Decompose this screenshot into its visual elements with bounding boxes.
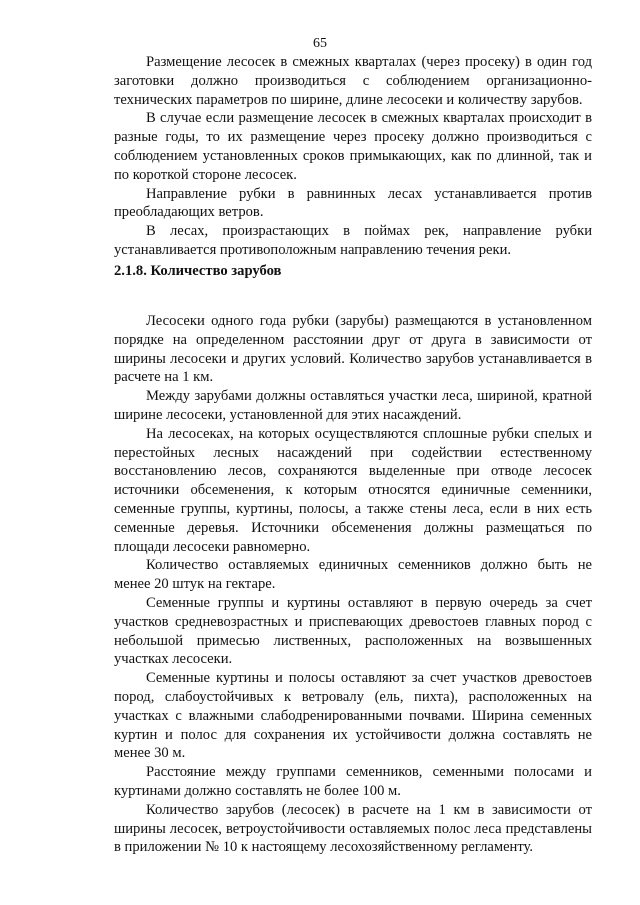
paragraph: В случае если размещение лесосек в смежных кварталах происходит в разные годы, то их размещение через просеку должно производиться с соблюдением установленных сроков примыкающих, как по длинной, так и по короткой стороне лесосек. xyxy=(114,110,592,183)
paragraph: Лесосеки одного года рубки (зарубы) размещаются в установленном порядке на определенном расстоянии друг от друга в зависимости от ширины лесосеки и других условий. Количество зарубов устанавливается в расчете на 1 км. xyxy=(114,313,592,386)
paragraph: Размещение лесосек в смежных кварталах (через просеку) в один год заготовки должно производиться с соблюдением организационно-технических параметров по ширине, длине лесосеки и количеству зарубов. xyxy=(114,54,592,108)
paragraph: Между зарубами должны оставляться участки леса, шириной, кратной ширине лесосеки, установленной для этих насаждений. xyxy=(114,388,592,423)
page-number: 65 xyxy=(313,36,327,51)
paragraph: Количество зарубов (лесосек) в расчете на 1 км в зависимости от ширины лесосек, ветроустойчивости оставляемых полос леса представлены в приложении № 10 к настоящему лесохозяйственному регламенту. xyxy=(114,801,592,856)
paragraph: Направление рубки в равнинных лесах устанавливается против преобладающих ветров. xyxy=(114,185,592,221)
section-heading: 2.1.8. Количество зарубов xyxy=(114,263,282,279)
paragraph: В лесах, произрастающих в поймах рек, направление рубки устанавливается противоположным направлению течения реки. xyxy=(114,223,592,258)
paragraph: Расстояние между группами семенников, семенными полосами и куртинами должно составлять не более 100 м. xyxy=(114,764,592,799)
intro-text-block xyxy=(114,53,592,260)
paragraph: Семенные куртины и полосы оставляют за счет участков древостоев пород, слабоустойчивых к ветровалу (ель, пихта), расположенных на участках с влажными слабодренированными почвами. Ширина семенных куртин и полос для сохранения их устойчивости должна составлять не менее 30 м. xyxy=(114,670,592,762)
paragraph: На лесосеках, на которых осуществляются сплошные рубки спелых и перестойных лесных насаждений при содействии естественному восстановлению лесов, сохраняются выделенные при отводе лесосек источники обсеменения, к которым относятся единичные семенники, семенные группы, куртины, полосы, а также стены леса, если в них есть семенные деревья. Источники обсеменения должны размещаться по площади лесосеки равномерно. xyxy=(114,425,592,555)
paragraph: Семенные группы и куртины оставляют в первую очередь за счет участков средневозрастных и приспевающих древостоев главных пород с небольшой примесью лиственных, расположенных на возвышенных участках лесосеки. xyxy=(114,594,592,668)
paragraph: Количество оставляемых единичных семенников должно быть не менее 20 штук на гектаре. xyxy=(114,557,592,593)
section-text-block xyxy=(114,312,592,857)
